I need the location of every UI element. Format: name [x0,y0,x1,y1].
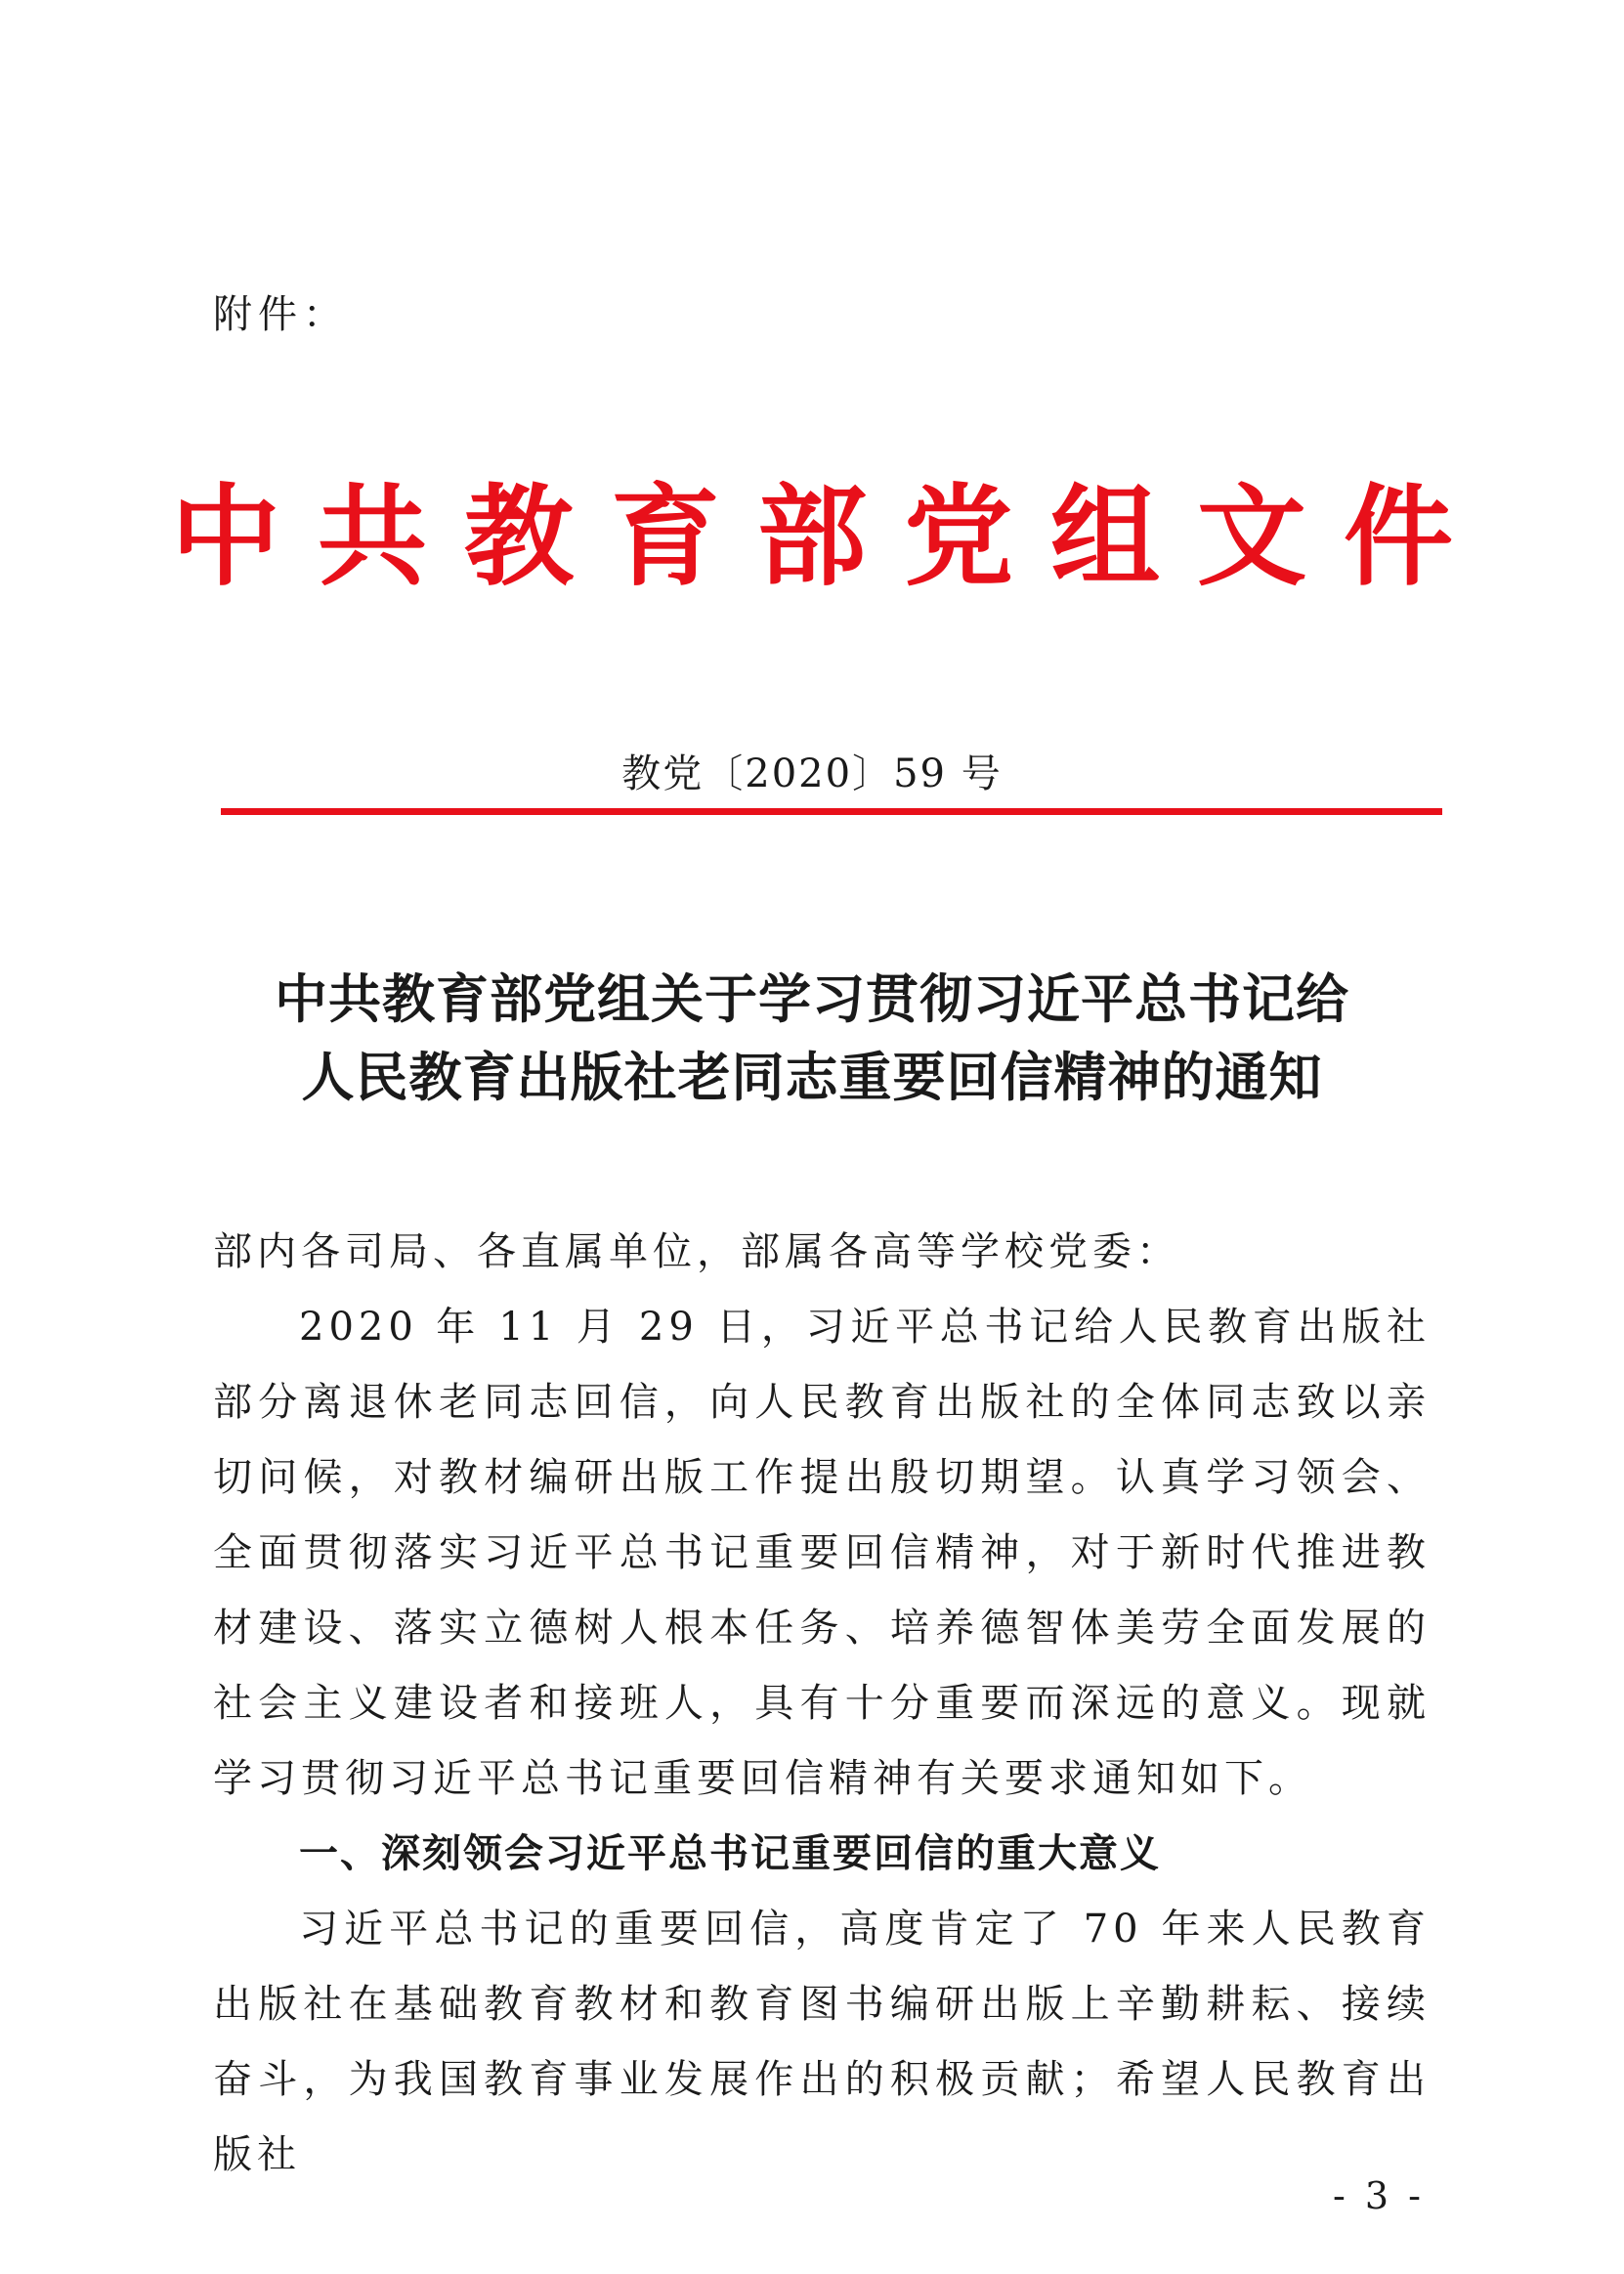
attachment-label: 附件： [213,292,348,337]
document-body [213,1215,1431,2193]
masthead-title: 中共教育部党组文件 [171,474,1490,601]
section-1-heading: 一、深刻领会习近平总书记重要回信的重大意义 [299,1831,1161,1876]
paragraph-1: 2020 年 11 月 29 日，习近平总书记给人民教育出版社部分离退休老同志回信，向人民教育出版社的全体同志致以亲切问候，对教材编研出版工作提出殷切期望。认真学习领会、全面贯彻落实习近平总书记重要回信精神，对于新时代推进教材建设、落实立德树人根本任务、培养德智体美劳全面发展的社会主义建设者和接班人，具有十分重要而深远的意义。现就学习贯彻习近平总书记重要回信精神有关要求通知如下。 [213,1305,1431,1801]
page-number: - 3 - [1332,2174,1425,2217]
document-number: 教党〔2020〕59 号 [621,751,1003,796]
document-title [0,961,1624,1117]
salutation: 部内各司局、各直属单位，部属各高等学校党委： [213,1229,1180,1274]
paragraph-2: 习近平总书记的重要回信，高度肯定了 70 年来人民教育出版社在基础教育教材和教育图书编研出版上辛勤耕耘、接续奋斗，为我国教育事业发展作出的积极贡献；希望人民教育出版社 [213,1907,1431,2177]
red-divider-line [221,808,1442,815]
title-line-2: 人民教育出版社老同志重要回信精神的通知 [301,1047,1323,1108]
title-line-1: 中共教育部党组关于学习贯彻习近平总书记给 [275,968,1349,1030]
